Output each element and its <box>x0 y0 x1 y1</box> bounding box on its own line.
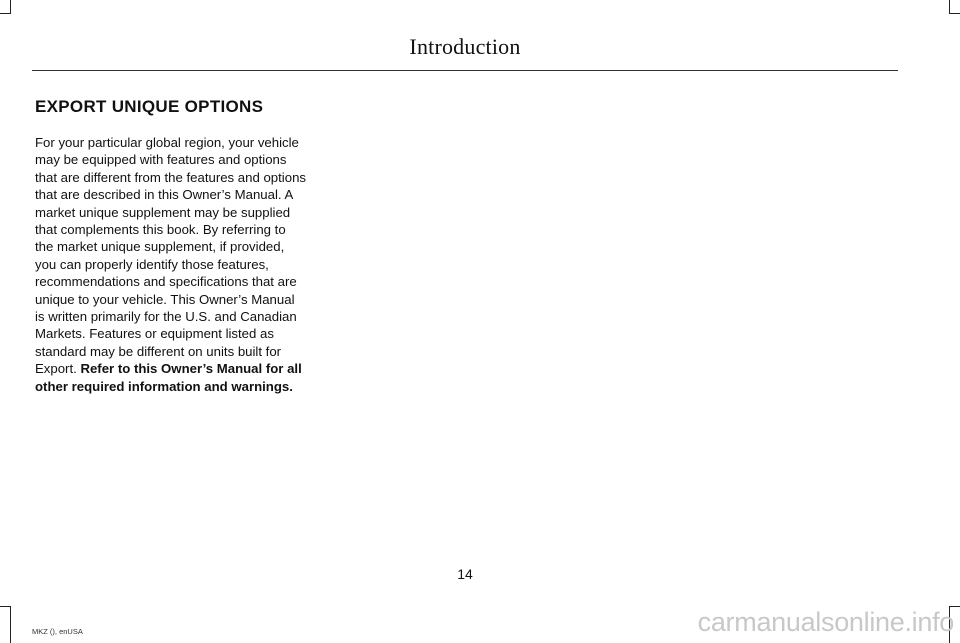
section-body-text: For your particular global region, your vehicle may be equipped with features and options that are different from the features and options that are described in this Owner’s Manual. A market unique supplement may be supplied that complements this book. By referring to the market unique supplement, if provided, you can properly identify those features, recommendations and specifications that are unique to your vehicle. This Owner’s Manual is written primarily for the U.S. and Canadian Markets. Features or equipment listed as standard may be different on units built for Export. <box>35 135 307 377</box>
section-heading: EXPORT UNIQUE OPTIONS <box>35 97 264 116</box>
crop-mark-top-right-horizontal <box>949 13 960 14</box>
page-header-title: Introduction <box>409 34 521 59</box>
page-number: 14 <box>457 566 473 582</box>
header-divider <box>32 70 898 71</box>
document-code: MKZ (), enUSA <box>32 627 83 636</box>
crop-mark-top-left-horizontal <box>0 13 10 14</box>
crop-mark-top-right-vertical <box>949 0 950 14</box>
section-body <box>35 134 307 395</box>
watermark: carmanualsonline.info <box>697 607 954 637</box>
section-body-bold: Refer to this Owner’s Manual for all other required information and warnings. <box>35 361 302 394</box>
crop-mark-bottom-left-vertical <box>10 606 11 643</box>
crop-mark-top-left-vertical <box>10 0 11 14</box>
crop-mark-bottom-left-horizontal <box>0 606 10 607</box>
